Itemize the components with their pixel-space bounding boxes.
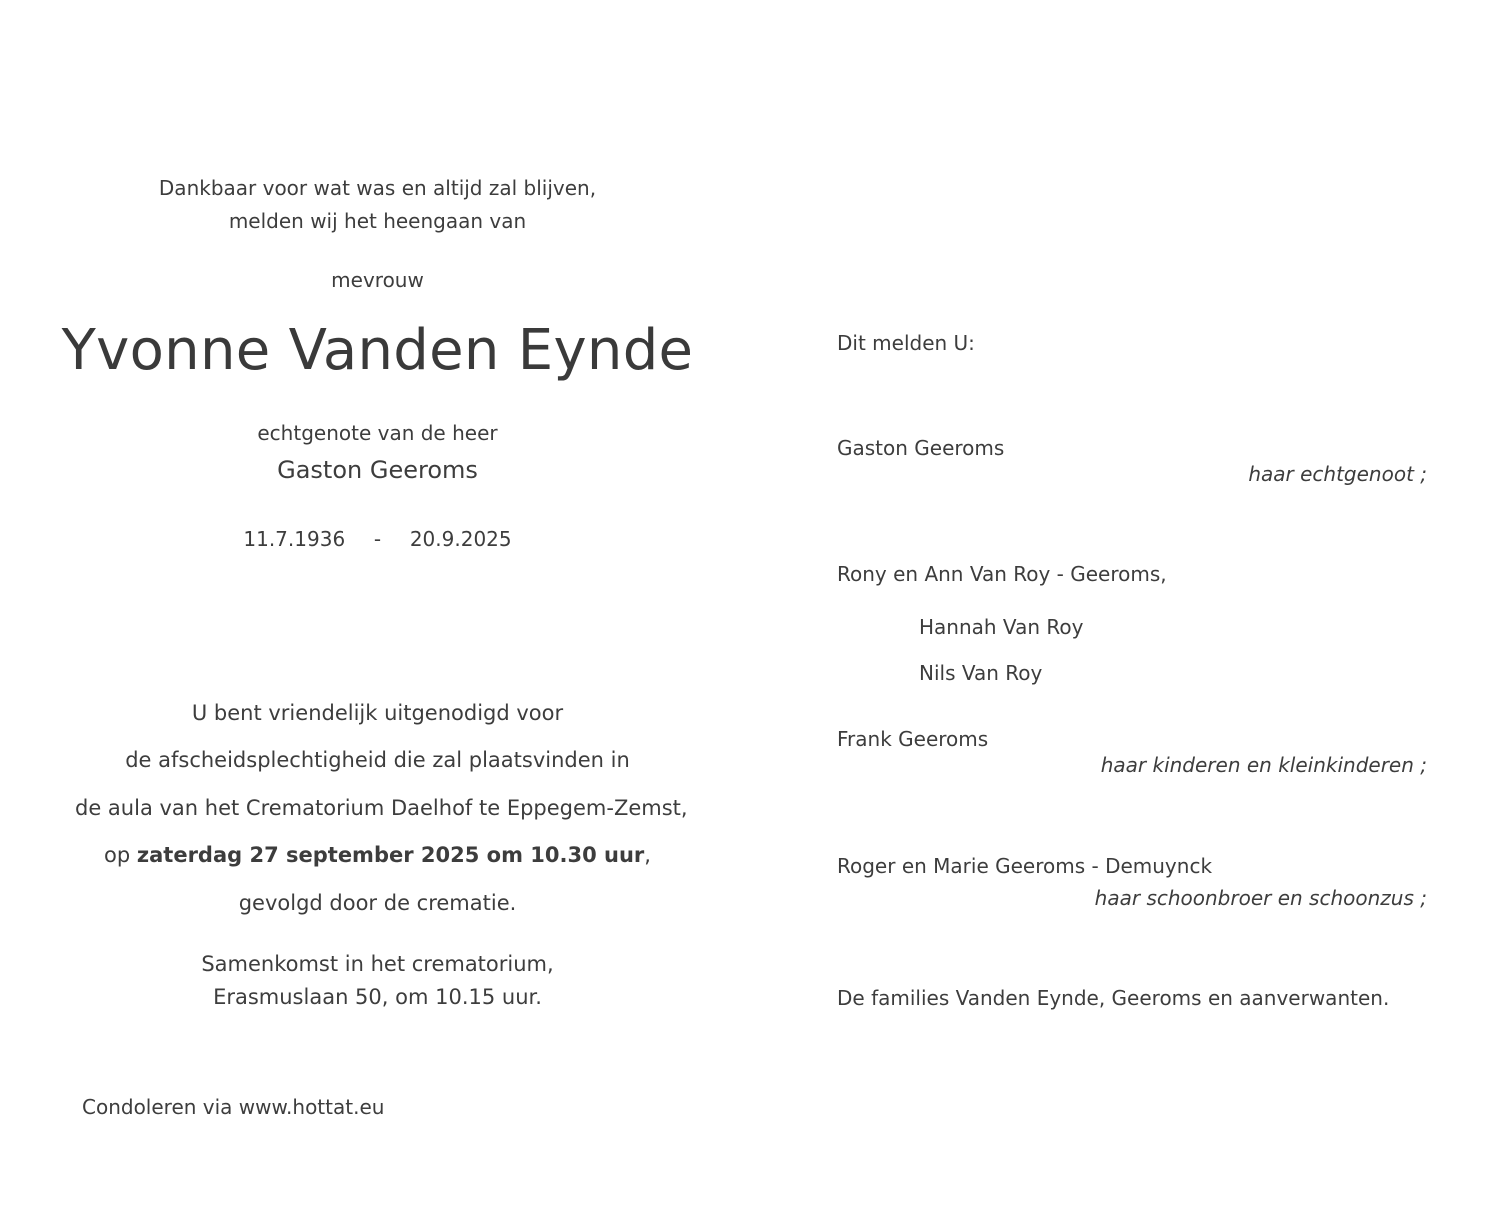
spouse-name: Gaston Geeroms <box>277 456 478 484</box>
deceased-name: Yvonne Vanden Eynde <box>61 318 694 383</box>
invite-date-prefix: op <box>104 843 137 867</box>
invite-line-2: de afscheidsplechtigheid die zal plaatsvinden in <box>125 748 630 772</box>
family-grandchild-2: Nils Van Roy <box>919 661 1043 685</box>
inlaws-role: haar schoonbroer en schoonzus ; <box>1094 886 1427 910</box>
invite-line-3: de aula van het Crematorium Daelhof te Eppegem-Zemst, <box>75 796 688 820</box>
life-dates <box>75 527 680 551</box>
condolence-link[interactable]: Condoleren via www.hottat.eu <box>82 1095 385 1119</box>
family-grandchild-1: Hannah Van Roy <box>919 615 1084 639</box>
announcement-header: Dit melden U: <box>837 331 975 355</box>
intro-line-2: melden wij het heengaan van <box>228 209 527 233</box>
family-inlaws: Roger en Marie Geeroms - Demuynck <box>837 854 1213 878</box>
invite-line-5: gevolgd door de crematie. <box>238 891 517 915</box>
ceremony-datetime: zaterdag 27 september 2025 om 10.30 uur <box>136 843 645 867</box>
family-child-2: Frank Geeroms <box>837 727 989 751</box>
invite-line-4 <box>75 843 680 867</box>
gathering-line-2: Erasmuslaan 50, om 10.15 uur. <box>213 985 542 1009</box>
spouse-role: haar echtgenoot ; <box>1248 462 1427 486</box>
death-date: 20.9.2025 <box>409 527 512 551</box>
invite-date-suffix: , <box>644 843 651 867</box>
family-child-1: Rony en Ann Van Roy - Geeroms, <box>837 562 1167 586</box>
family-closing: De families Vanden Eynde, Geeroms en aanverwanten. <box>837 986 1390 1010</box>
gathering-line-1: Samenkomst in het crematorium, <box>201 952 554 976</box>
date-separator: - <box>373 527 382 551</box>
family-spouse: Gaston Geeroms <box>837 436 1005 460</box>
salutation: mevrouw <box>331 268 424 292</box>
children-role: haar kinderen en kleinkinderen ; <box>1100 753 1427 777</box>
intro-line-1: Dankbaar voor wat was en altijd zal blijven, <box>158 176 597 200</box>
birth-date: 11.7.1936 <box>243 527 346 551</box>
invite-line-1: U bent vriendelijk uitgenodigd voor <box>191 701 564 725</box>
spouse-intro: echtgenote van de heer <box>257 421 498 445</box>
